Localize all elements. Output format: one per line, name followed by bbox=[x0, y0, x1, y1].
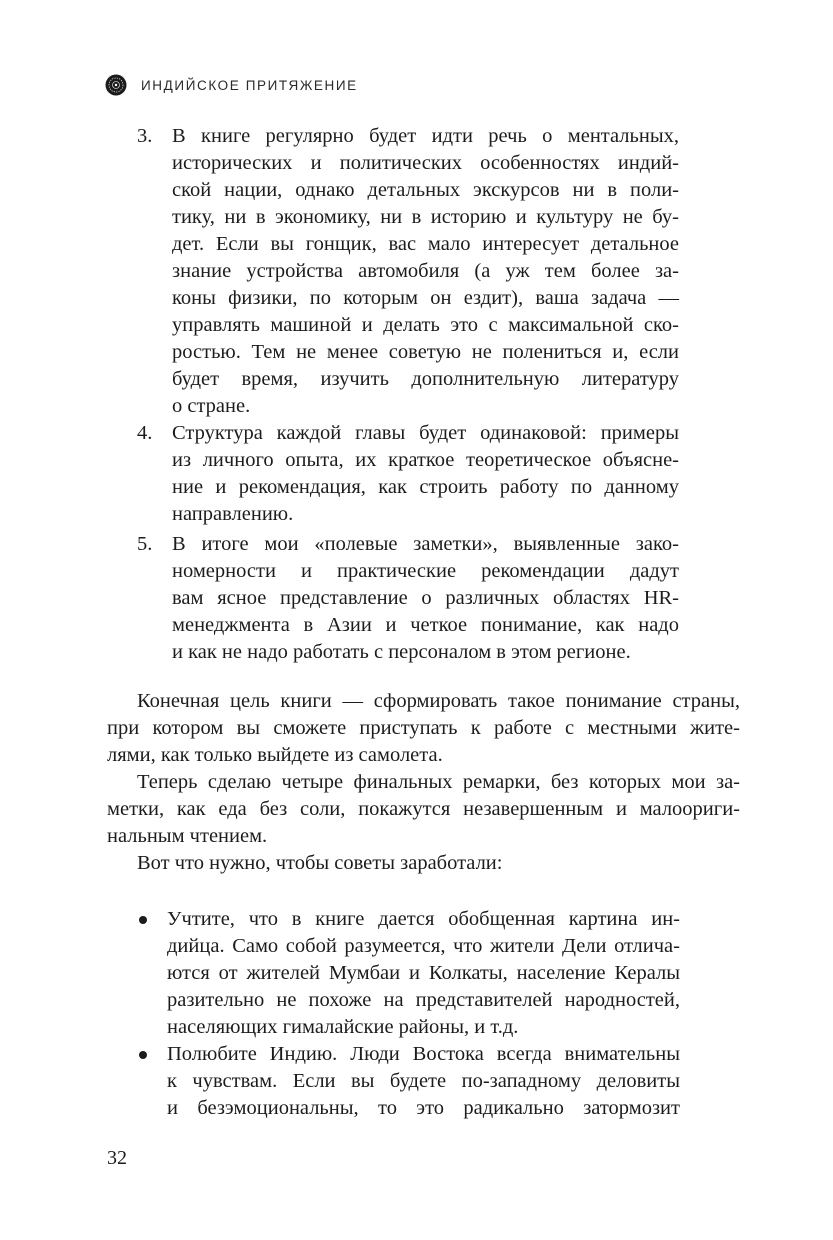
text-line: Учтите, что в книге дается обобщенная картина ин- bbox=[167, 908, 680, 930]
text-line: менеджмента в Азии и четкое понимание, как надо bbox=[172, 614, 679, 636]
running-header bbox=[105, 73, 358, 97]
text-line: В итоге мои «полевые заметки», выявленные зако- bbox=[172, 533, 679, 555]
text-line: коны физики, по которым он ездит), ваша задача — bbox=[172, 287, 679, 309]
text-line: населяющих гималайские районы, и т.д. bbox=[167, 1016, 519, 1038]
text-line: Вот что нужно, чтобы советы заработали: bbox=[137, 852, 503, 874]
text-line: ской нации, однако детальных экскурсов ни в поли- bbox=[172, 179, 679, 201]
text-line: разительно не похоже на представителей народностей, bbox=[167, 989, 680, 1011]
list-number: 5. bbox=[137, 533, 153, 555]
text-line: и как не надо работать с персоналом в этом регионе. bbox=[172, 641, 631, 663]
running-header-title: ИНДИЙСКОЕ ПРИТЯЖЕНИЕ bbox=[141, 77, 358, 93]
text-line: В книге регулярно будет идти речь о ментальных, bbox=[172, 125, 679, 147]
text-line: номерности и практические рекомендации дадут bbox=[172, 560, 679, 582]
text-line: вам ясное представление о различных областях HR- bbox=[172, 587, 679, 609]
list-number: 4. bbox=[137, 422, 153, 444]
list-number: 3. bbox=[137, 125, 153, 147]
bullet-icon bbox=[139, 916, 147, 924]
text-line: метки, как еда без соли, покажутся незавершенным и малоориги- bbox=[107, 798, 740, 820]
bullet-icon bbox=[139, 1051, 147, 1059]
text-line: Теперь сделаю четыре финальных ремарки, без которых мои за- bbox=[137, 771, 740, 793]
text-line: Полюбите Индию. Люди Востока всегда внимательны bbox=[167, 1043, 680, 1065]
text-line: дийца. Само собой разумеется, что жители Дели отлича- bbox=[167, 935, 680, 957]
text-line: Конечная цель книги — сформировать такое понимание страны, bbox=[137, 690, 740, 712]
text-line: исторических и политических особенностях индий- bbox=[172, 152, 679, 174]
text-line: из личного опыта, их краткое теоретическое объясне- bbox=[172, 449, 679, 471]
text-line: дет. Если вы гонщик, вас мало интересует детальное bbox=[172, 233, 679, 255]
text-line: знание устройства автомобиля (а уж тем более за- bbox=[172, 260, 679, 282]
text-line: направлению. bbox=[172, 503, 294, 525]
mandala-circle-icon bbox=[105, 74, 127, 96]
text-line: управлять машиной и делать это с максимальной ско- bbox=[172, 314, 679, 336]
page-number: 32 bbox=[107, 1147, 127, 1169]
text-line: при котором вы сможете приступать к работе с местными жите- bbox=[107, 717, 740, 739]
text-line: ростью. Тем не менее советую не полениться и, если bbox=[172, 341, 679, 363]
text-line: о стране. bbox=[172, 395, 251, 417]
text-line: к чувствам. Если вы будете по-западному деловиты bbox=[167, 1070, 680, 1092]
text-line: Структура каждой главы будет одинаковой: примеры bbox=[172, 422, 679, 444]
text-line: ются от жителей Мумбаи и Колкаты, население Кералы bbox=[167, 962, 680, 984]
text-line: лями, как только выйдете из самолета. bbox=[107, 744, 443, 766]
text-line: тику, ни в экономику, ни в историю и культуру не бу- bbox=[172, 206, 679, 228]
text-line: ние и рекомендация, как строить работу по данному bbox=[172, 476, 679, 498]
text-line: и безэмоциональны, то это радикально затормозит bbox=[167, 1097, 680, 1119]
text-line: будет время, изучить дополнительную литературу bbox=[172, 368, 679, 390]
text-line: нальным чтением. bbox=[107, 825, 268, 847]
